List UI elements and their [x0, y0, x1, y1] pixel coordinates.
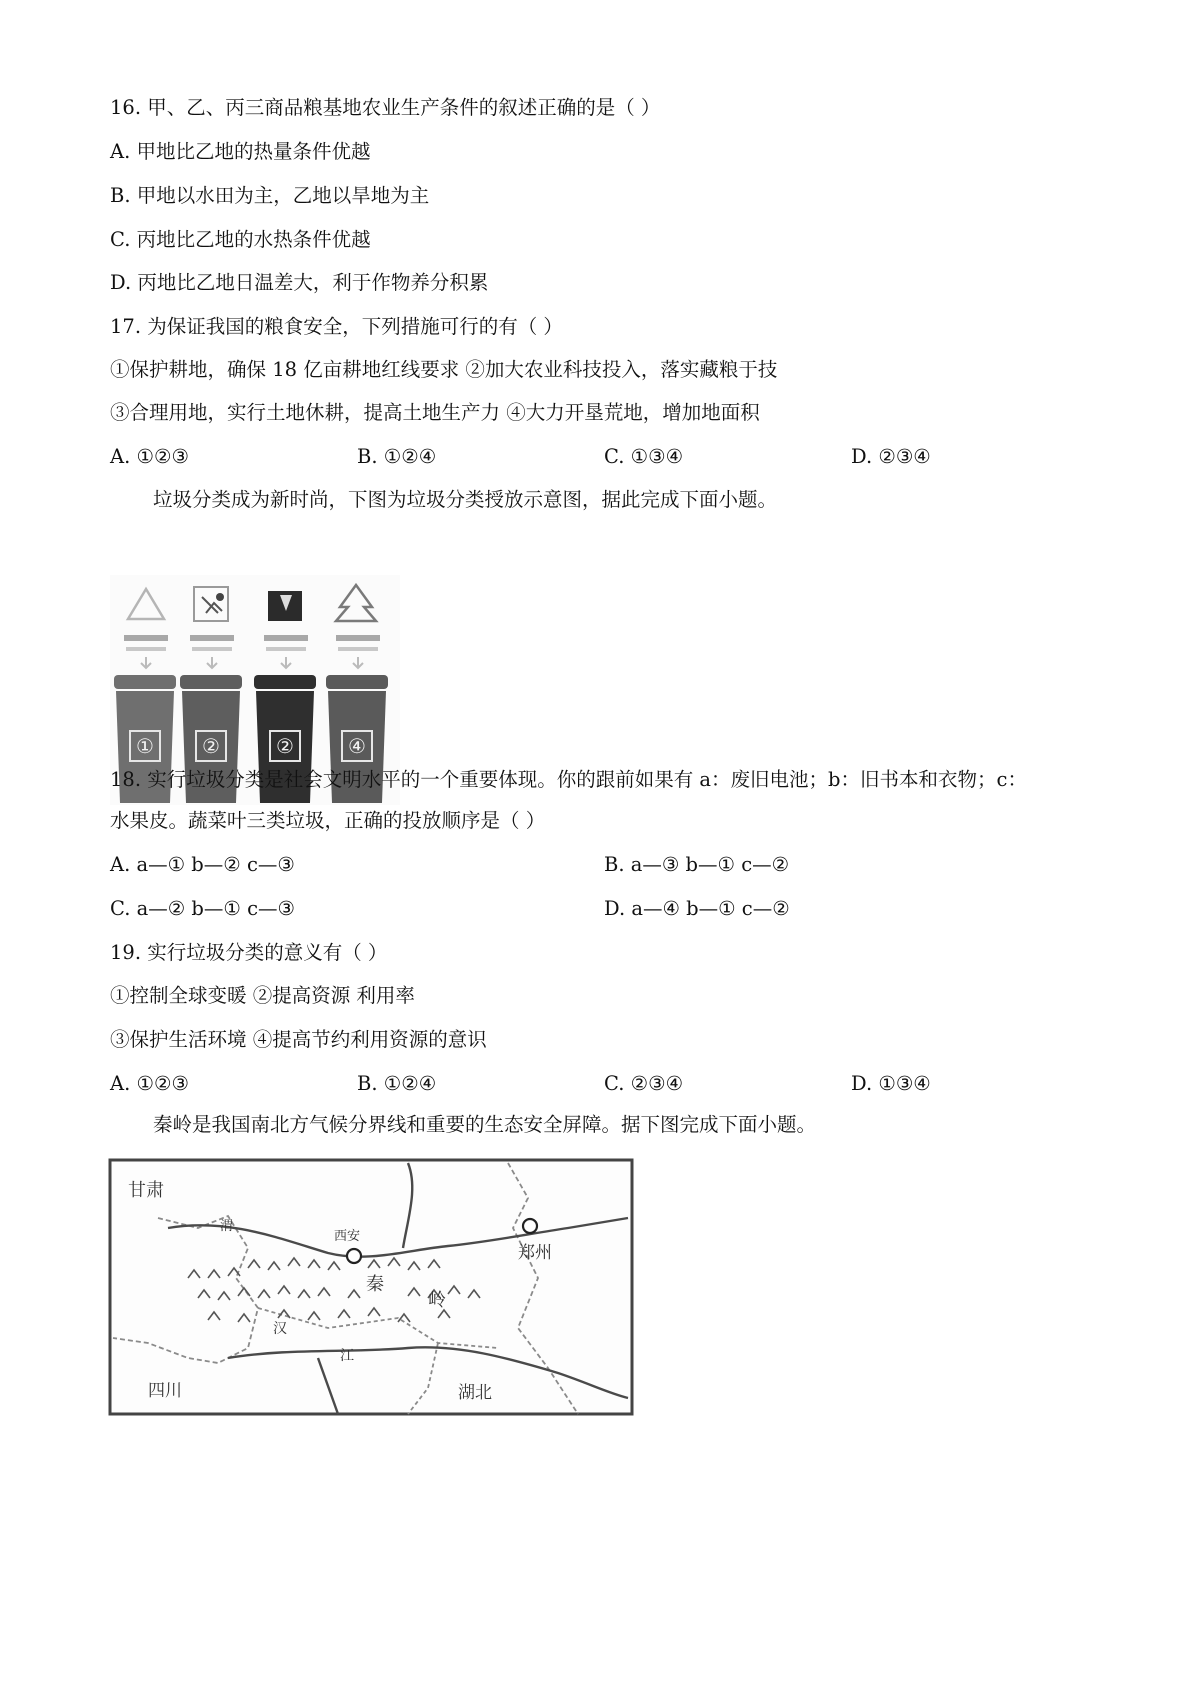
- q16-stem: 16. 甲、乙、丙三商品粮基地农业生产条件的叙述正确的是（ ）: [110, 96, 661, 119]
- map-label-zhengzhou: 郑州: [518, 1243, 552, 1263]
- map-label-qin: 秦: [366, 1274, 384, 1295]
- q19-statement-line-2: ③保护生活环境 ④提高节约利用资源的意识: [110, 1028, 487, 1051]
- q17-option-b: B. ①②④: [357, 445, 437, 468]
- q18-stem-line-1: 18. 实行垃圾分类是社会文明水平的一个重要体现。你的跟前如果有 a：废旧电池；b：旧书本和衣物；c：: [110, 768, 1027, 791]
- map-label-wei: 渭: [220, 1219, 234, 1234]
- q16-option-c: C. 丙地比乙地的水热条件优越: [110, 228, 371, 251]
- q18-option-a: A. a—① b—② c—③: [110, 853, 295, 876]
- garbage-intro: 垃圾分类成为新时尚，下图为垃圾分类授放示意图，据此完成下面小题。: [153, 488, 778, 511]
- kitchen-waste-symbol-icon: [268, 591, 302, 621]
- q19-stem: 19. 实行垃圾分类的意义有（ ）: [110, 941, 388, 964]
- q19-option-a: A. ①②③: [110, 1072, 189, 1095]
- garbage-bin-number: ②: [202, 734, 220, 758]
- q17-statement-line-1: ①保护耕地，确保 18 亿亩耕地红线要求 ②加大农业科技投入，落实藏粮于技: [110, 358, 778, 381]
- garbage-bin-number: ①: [136, 734, 154, 758]
- xian-city-marker: [347, 1249, 361, 1263]
- q18-option-c: C. a—② b—① c—③: [110, 897, 295, 920]
- q19-option-b: B. ①②④: [357, 1072, 437, 1095]
- q19-statement-line-1: ①控制全球变暖 ②提高资源 利用率: [110, 984, 415, 1007]
- map-label-jiang: 江: [340, 1348, 354, 1364]
- map-label-han: 汉: [273, 1321, 287, 1337]
- q16-option-a: A. 甲地比乙地的热量条件优越: [110, 140, 371, 163]
- q19-option-d: D. ①③④: [851, 1072, 931, 1095]
- garbage-bin-number: ④: [348, 734, 366, 758]
- q18-option-d: D. a—④ b—① c—②: [604, 897, 790, 920]
- q16-option-d: D. 丙地比乙地日温差大，利于作物养分积累: [110, 271, 489, 294]
- q17-option-d: D. ②③④: [851, 445, 931, 468]
- q17-statement-line-2: ③合理用地，实行土地休耕，提高土地生产力 ④大力开垦荒地，增加地面积: [110, 401, 760, 424]
- garbage-bin-number: ②: [276, 734, 294, 758]
- map-label-ling: 岭: [428, 1290, 446, 1311]
- qinling-intro: 秦岭是我国南北方气候分界线和重要的生态安全屏障。据下图完成下面小题。: [153, 1113, 817, 1136]
- q17-option-c: C. ①③④: [604, 445, 684, 468]
- map-label-hubei: 湖北: [458, 1383, 492, 1403]
- q17-option-a: A. ①②③: [110, 445, 189, 468]
- q18-option-b: B. a—③ b—① c—②: [604, 853, 790, 876]
- zhengzhou-city-marker: [523, 1219, 537, 1233]
- map-label-gansu: 甘肃: [128, 1180, 164, 1201]
- q18-stem-line-2: 水果皮。蔬菜叶三类垃圾，正确的投放顺序是（ ）: [110, 809, 546, 832]
- q17-stem: 17. 为保证我国的粮食安全，下列措施可行的有（ ）: [110, 315, 563, 338]
- qinling-map-figure: [108, 1158, 638, 1418]
- map-label-xian: 西安: [334, 1229, 361, 1244]
- q19-option-c: C. ②③④: [604, 1072, 684, 1095]
- map-label-sichuan: 四川: [148, 1381, 182, 1401]
- q16-option-b: B. 甲地以水田为主，乙地以旱地为主: [110, 184, 430, 207]
